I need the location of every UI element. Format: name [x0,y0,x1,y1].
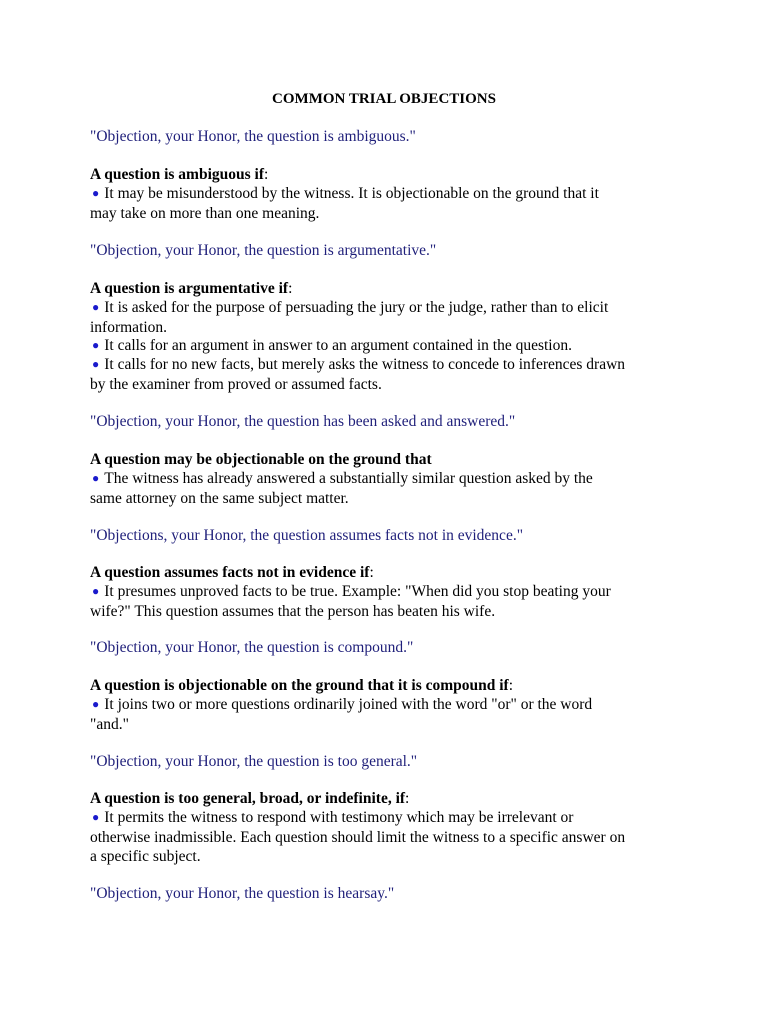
section-heading-asked-answered [90,450,690,469]
section-heading-argumentative [90,279,690,298]
bullet-dot-icon: ● [92,584,100,598]
bullet-item [90,695,690,734]
bullet-line: same attorney on the same subject matter. [90,490,349,507]
objection-quote-hearsay: "Objection, your Honor, the question is hearsay." [90,885,395,902]
objection-quote-ambiguous: "Objection, your Honor, the question is ambiguous." [90,128,416,145]
bullet-item [90,184,690,223]
heading-colon: : [264,166,269,183]
bullet-line: It calls for an argument in answer to an argument contained in the question. [104,337,572,354]
bullet-line: It calls for no new facts, but merely asks the witness to concede to inferences drawn [104,356,626,373]
bullet-line: It is asked for the purpose of persuading the jury or the judge, rather than to elicit [104,299,609,316]
section-heading-ambiguous [90,165,690,184]
bullet-line: It may be misunderstood by the witness. It is objectionable on the ground that it [104,185,599,202]
bullet-line: "and." [90,716,129,733]
heading-colon: : [369,564,374,581]
bullet-dot-icon: ● [92,338,100,352]
bullet-line: The witness has already answered a substantially similar question asked by the [104,470,593,487]
heading-text: A question is argumentative if [90,280,289,297]
bullet-dot-icon: ● [92,810,100,824]
bullet-item [90,355,690,394]
bullet-item [90,808,690,866]
heading-colon: : [288,280,293,297]
bullet-line: by the examiner from proved or assumed facts. [90,376,382,393]
bullet-dot-icon: ● [92,471,100,485]
objection-quote-too-general: "Objection, your Honor, the question is too general." [90,753,418,770]
objection-quote-compound: "Objection, your Honor, the question is compound." [90,639,414,656]
heading-text: A question is too general, broad, or indefinite, if [90,790,406,807]
bullet-line: may take on more than one meaning. [90,205,320,222]
bullet-line: a specific subject. [90,848,201,865]
section-heading-compound [90,676,690,695]
bullet-line: information. [90,319,168,336]
objection-quote-assumes-facts: "Objections, your Honor, the question assumes facts not in evidence." [90,527,524,544]
bullet-line: wife?" This question assumes that the person has beaten his wife. [90,603,496,620]
heading-colon: : [508,677,514,694]
bullet-dot-icon: ● [92,186,100,200]
section-heading-too-general [90,789,690,808]
bullet-dot-icon: ● [92,357,100,371]
bullet-dot-icon: ● [92,300,100,314]
bullet-line: It presumes unproved facts to be true. Example: "When did you stop beating your [104,583,611,600]
bullet-item [90,582,690,621]
bullet-line: otherwise inadmissible. Each question should limit the witness to a specific answer on [90,829,626,846]
bullet-line: It joins two or more questions ordinarily joined with the word "or" or the word [104,696,593,713]
heading-colon: : [405,790,410,807]
document-title: COMMON TRIAL OBJECTIONS [272,91,496,107]
heading-text: A question assumes facts not in evidence if [90,564,370,581]
bullet-dot-icon: ● [92,697,100,711]
bullet-item [90,469,690,508]
section-heading-assumes-facts [90,563,690,582]
heading-text: A question is ambiguous if [90,166,264,183]
bullet-item [90,298,690,337]
objection-quote-argumentative: "Objection, your Honor, the question is argumentative." [90,242,437,259]
objection-quote-asked-answered: "Objection, your Honor, the question has been asked and answered." [90,413,516,430]
heading-text: A question may be objectionable on the ground that [90,451,432,468]
bullet-line: It permits the witness to respond with testimony which may be irrelevant or [104,809,574,826]
bullet-item [90,336,690,356]
heading-text: A question is objectionable on the ground that it is compound if [90,677,509,694]
